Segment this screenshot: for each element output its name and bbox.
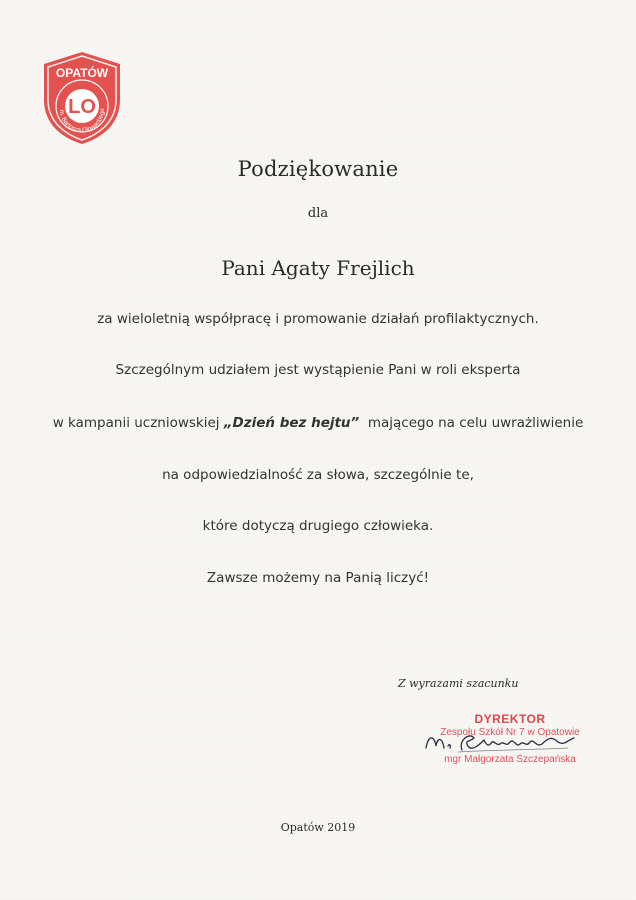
campaign-name: „Dzień bez hejtu” (223, 415, 360, 431)
logo-top-text: OPATÓW (55, 66, 109, 80)
body-line-3-start: w kampanii uczniowskiej (52, 415, 224, 431)
logo-ring-text: m. Bartosza Głowackiego (57, 108, 107, 135)
body-line-2: Szczególnym udziałem jest wystąpienie Pani w roli eksperta (115, 362, 521, 378)
recipient-name: Pani Agaty Frejlich (221, 256, 415, 280)
body-line-6: Zawsze możemy na Panią liczyć! (206, 570, 430, 586)
for-label: dla (307, 206, 329, 221)
stamp-school: Zespołu Szkół Nr 7 w Opatowie (440, 727, 580, 738)
logo-center-text: LO (68, 96, 96, 118)
body-line-1: za wieloletnią współpracę i promowanie działań profilaktycznych. (97, 311, 539, 327)
body-line-3 (0, 415, 636, 431)
handwritten-signature (418, 726, 588, 756)
stamp-name: mgr Małgorzata Szczepańska (444, 754, 576, 765)
body-line-4: na odpowiedzialność za słowa, szczególnie te, (162, 467, 474, 483)
place-and-date: Opatów 2019 (280, 821, 356, 834)
regards-text: Z wyrazami szacunku (398, 677, 519, 690)
school-logo (42, 50, 122, 146)
document-title: Podziękowanie (237, 157, 399, 181)
stamp-title: DYREKTOR (474, 712, 546, 726)
body-line-5: które dotyczą drugiego człowieka. (202, 518, 434, 534)
body-line-3-end: mającego na celu uwrażliwienie (359, 415, 584, 431)
